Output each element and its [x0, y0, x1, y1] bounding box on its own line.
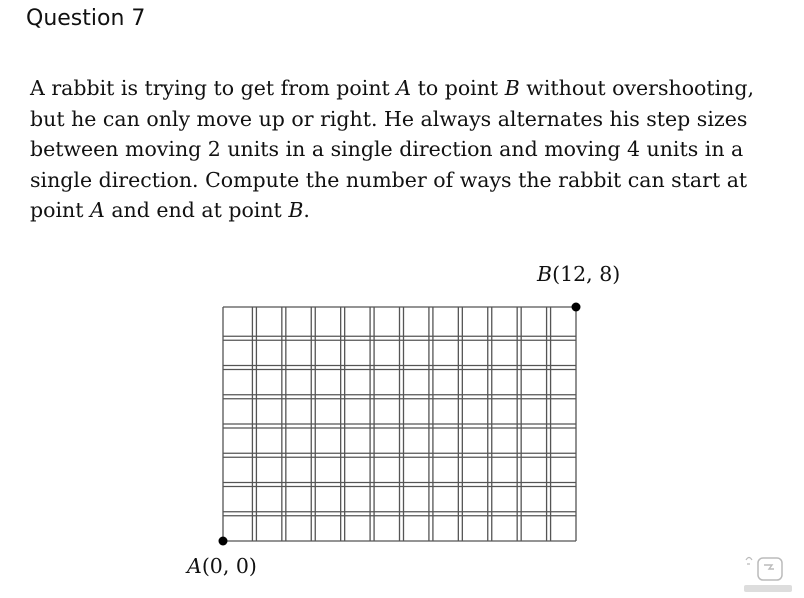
problem-text-part: without overshooting, but he can only move up or right. He always alternates his step sizes between moving 2 units in a single direction and moving 4 units in a single direction. Compute the number of ways the rabbit can start at point: [30, 76, 755, 222]
point-b-marker: [572, 303, 581, 312]
point-a-variable: A: [396, 76, 412, 100]
point-a-coords: (0, 0): [201, 554, 257, 578]
point-a-label: [187, 554, 257, 578]
point-b-label: [537, 262, 620, 286]
point-b-name: B: [537, 262, 553, 286]
point-b-variable: B: [504, 76, 520, 100]
problem-text-part: A rabbit is trying to get from point: [30, 76, 397, 100]
point-a-variable: A: [89, 198, 105, 222]
point-b-variable: B: [288, 198, 304, 222]
point-a-name: A: [187, 554, 202, 578]
grid-lines: [223, 307, 576, 541]
problem-text-part: to point: [411, 76, 505, 100]
watermark-logo: [738, 552, 798, 596]
problem-text-part: and end at point: [104, 198, 289, 222]
point-a-marker: [219, 537, 228, 546]
point-b-coords: (12, 8): [552, 262, 621, 286]
problem-text-part: .: [303, 198, 310, 222]
question-title: Question 7: [26, 6, 146, 31]
